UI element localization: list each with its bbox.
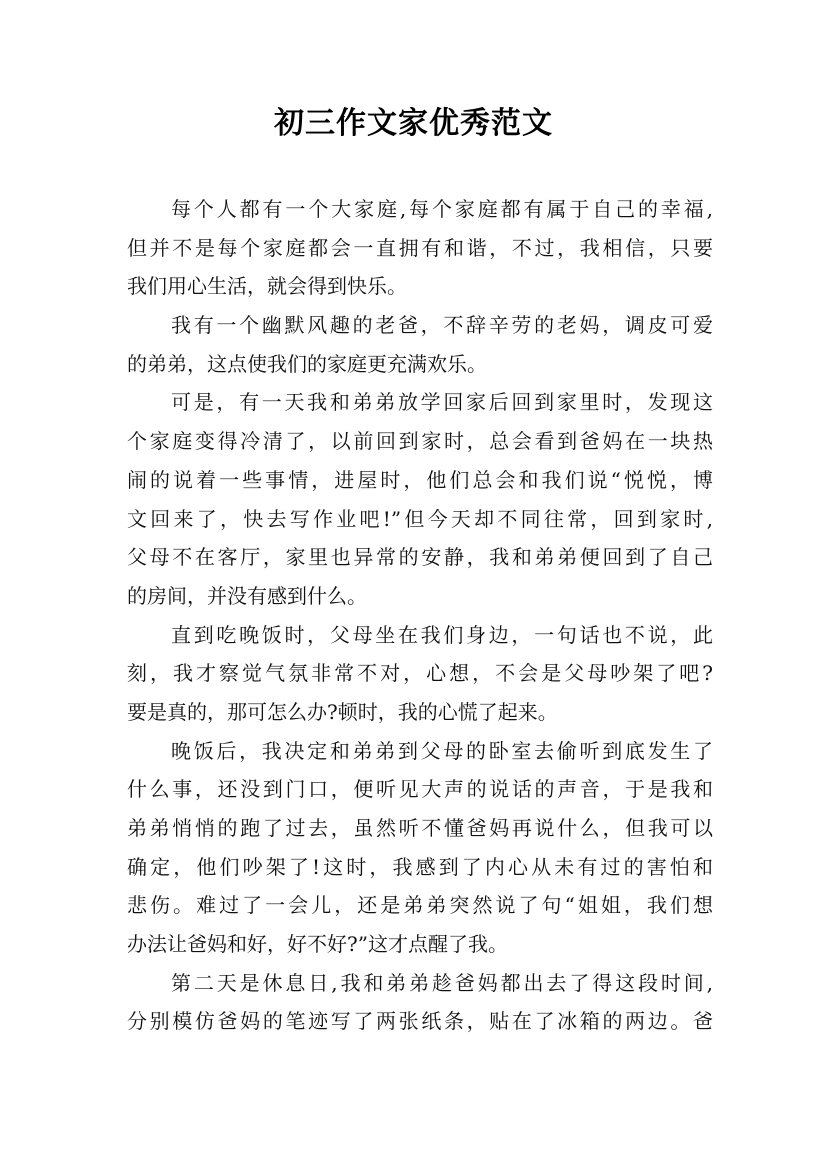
paragraph-3-line-3: 闹的说着一些事情，进屋时，他们总会和我们说“悦悦，博	[127, 467, 713, 492]
paragraph-6-line-1: 第二天是休息日,我和弟弟趁爸妈都出去了得这段时间,	[171, 970, 713, 995]
paragraph-1-line-2: 但并不是每个家庭都会一直拥有和谐，不过，我相信，只要	[127, 235, 713, 260]
paragraph-5-line-6: 办法让爸妈和好，好不好?”这才点醒了我。	[127, 932, 508, 957]
paragraph-3-line-5: 父母不在客厅，家里也异常的安静，我和弟弟便回到了自己	[127, 545, 713, 570]
paragraph-2-line-1: 我有一个幽默风趣的老爸，不辞辛劳的老妈，调皮可爱	[171, 313, 713, 338]
paragraph-3-line-6: 的房间，并没有感到什么。	[127, 583, 367, 608]
paragraph-1-line-1: 每个人都有一个大家庭,每个家庭都有属于自己的幸福,	[171, 197, 713, 221]
paragraph-2-line-2: 的弟弟，这点使我们的家庭更充满欢乐。	[127, 351, 487, 376]
paragraph-3-line-2: 个家庭变得冷清了，以前回到家时，总会看到爸妈在一块热	[127, 429, 713, 454]
document-body	[127, 190, 713, 1041]
paragraph-5-line-3: 弟弟悄悄的跑了过去，虽然听不懂爸妈再说什么，但我可以	[127, 816, 713, 840]
paragraph-5-line-5: 悲伤。难过了一会儿，还是弟弟突然说了句“姐姐，我们想	[127, 893, 713, 918]
paragraph-5-line-1: 晚饭后，我决定和弟弟到父母的卧室去偷听到底发生了	[171, 738, 713, 763]
paragraph-1-line-3: 我们用心生活，就会得到快乐。	[127, 274, 407, 299]
paragraph-5-line-4: 确定，他们吵架了!这时，我感到了内心从未有过的害怕和	[127, 854, 713, 879]
paragraph-4-line-2: 刻，我才察觉气氛非常不对，心想，不会是父母吵架了吧?	[127, 661, 713, 686]
paragraph-6-line-2: 分别模仿爸妈的笔迹写了两张纸条，贴在了冰箱的两边。爸	[127, 1009, 713, 1034]
paragraph-4-line-3: 要是真的，那可怎么办?顿时，我的心慌了起来。	[127, 699, 558, 724]
paragraph-3-line-4: 文回来了，快去写作业吧!”但今天却不同往常，回到家时,	[127, 506, 713, 531]
paragraph-5-line-2: 什么事，还没到门口，便听见大声的说话的声音，于是我和	[127, 777, 713, 802]
document-title: 初三作文家优秀范文	[274, 106, 553, 141]
paragraph-3-line-1: 可是，有一天我和弟弟放学回家后回到家里时，发现这	[171, 390, 713, 415]
paragraph-4-line-1: 直到吃晚饭时，父母坐在我们身边，一句话也不说，此	[171, 622, 713, 647]
